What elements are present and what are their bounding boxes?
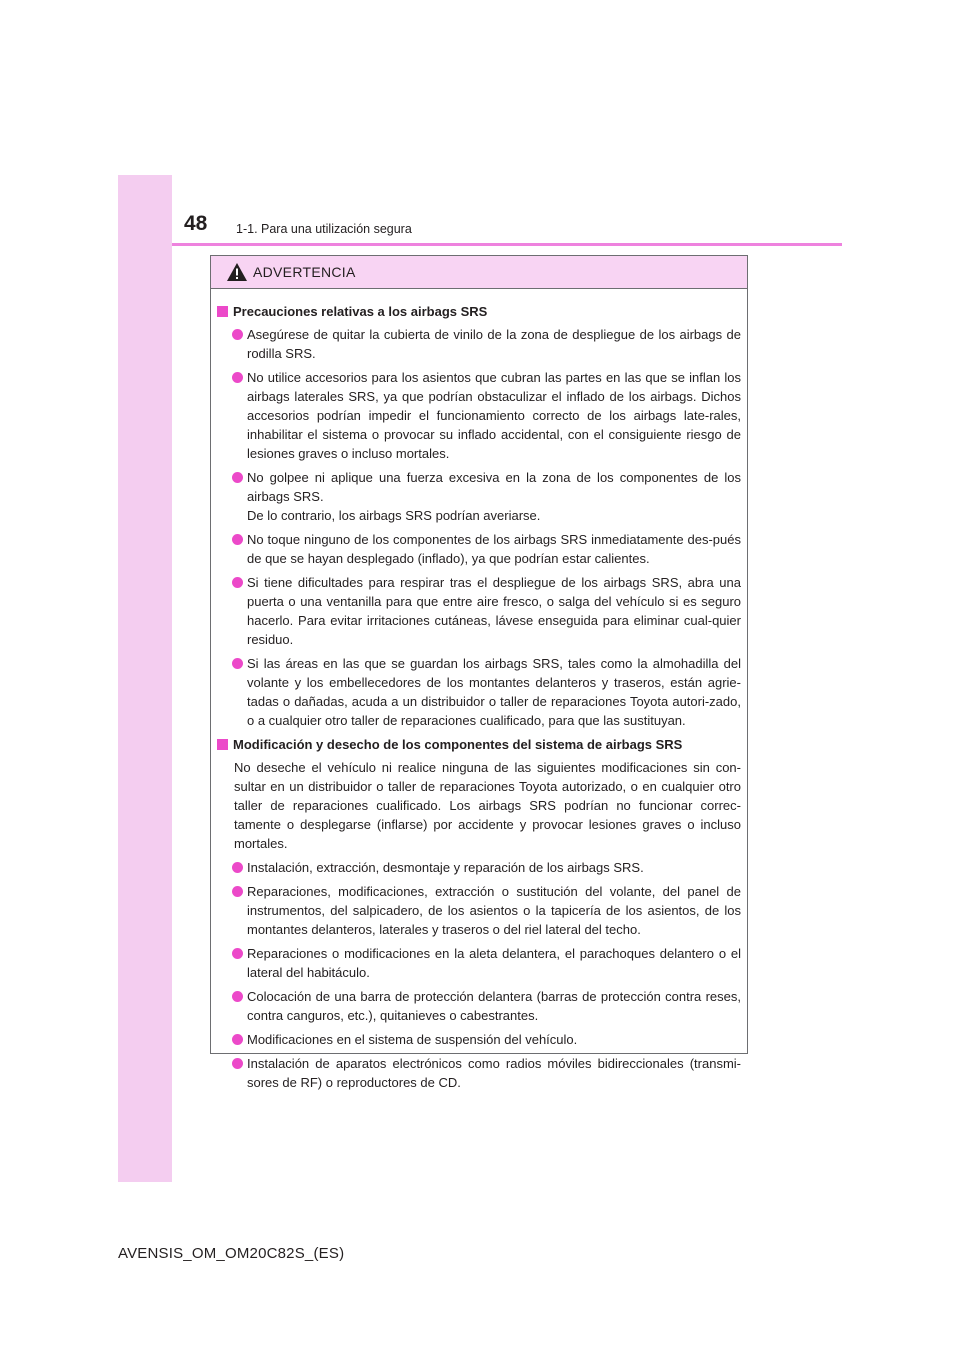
list-item-text: No toque ninguno de los componentes de los airbags SRS inmediatamente des-pués de que se hayan desplegado (inflado), ya que podrían estar calientes.: [247, 532, 741, 566]
document-code: AVENSIS_OM_OM20C82S_(ES): [118, 1245, 345, 1262]
section-heading-text: Modificación y desecho de los componentes del sistema de airbags SRS: [233, 737, 683, 752]
circle-bullet-icon: [232, 1034, 243, 1045]
list-item-text: No utilice accesorios para los asientos que cubran las partes en las que se inflan los airbags laterales SRS, ya que podrían obstaculizar el inflado de los airbags. Dichos accesorios podrían impedir el funcionamiento correcto de los airbags late-rales, inhabilitar el sistema o provocar su inflado accidental, con el consiguiente riesgo de lesiones graves o incluso mortales.: [247, 370, 741, 461]
list-item-text: Asegúrese de quitar la cubierta de vinilo de la zona de despliegue de los airbags de rodilla SRS.: [247, 327, 741, 361]
circle-bullet-icon: [232, 577, 243, 588]
list-item-text: Reparaciones, modificaciones, extracción o sustitución del volante, del panel de instrumentos, del salpicadero, de los asientos o la tapicería de los asientos, de los montantes delanteros, laterales y traseros o del riel lateral del techo.: [247, 884, 741, 937]
section-paragraph: No deseche el vehículo ni realice ninguna de las siguientes modificaciones sin con-sultar en un distribuidor o taller de reparaciones Toyota autorizado, o en cualquier otro taller de reparaciones cualificado. Los airbags SRS podrían no funcionar correc-tamente o desplegarse (inflarse) por accidente y provocar lesiones graves o incluso mortales.: [234, 760, 741, 851]
warning-header: [211, 256, 747, 289]
circle-bullet-icon: [232, 534, 243, 545]
circle-bullet-icon: [232, 886, 243, 897]
list-item: [232, 882, 741, 939]
header-rule: [172, 243, 842, 246]
warning-box: [210, 255, 748, 1090]
section-heading: [217, 302, 741, 321]
side-tab-bar: [118, 175, 172, 1182]
circle-bullet-icon: [232, 658, 243, 669]
list-item: [232, 944, 741, 982]
warning-triangle-icon: [227, 263, 247, 281]
list-item: [232, 368, 741, 463]
section-heading: [217, 735, 741, 754]
list-item-text: Si las áreas en las que se guardan los airbags SRS, tales como la almohadilla del volante y los embellecedores de los montantes delanteros y traseros, están agrie-tadas o dañadas, acuda a un distribuidor o taller de reparaciones Toyota autori-zado, o a cualquier otro taller de reparaciones cualificado, para que las sustituyan.: [247, 656, 741, 728]
square-bullet-icon: [217, 739, 228, 750]
list-item-text: Colocación de una barra de protección delantera (barras de protección contra reses, contra canguros, etc.), quitanieves o cabestrantes.: [247, 989, 741, 1023]
square-bullet-icon: [217, 306, 228, 317]
list-item-text: No golpee ni aplique una fuerza excesiva en la zona de los componentes de los airbags SRS. De lo contrario, los airbags SRS podrían averiarse.: [247, 470, 741, 523]
circle-bullet-icon: [232, 1058, 243, 1069]
list-item-text: Instalación, extracción, desmontaje y reparación de los airbags SRS.: [247, 860, 644, 875]
list-item-text: Si tiene dificultades para respirar tras el despliegue de los airbags SRS, abra una puerta o una ventanilla para que entre aire fresco, o salga del vehículo si es seguro hacerlo. Para evitar irritaciones cutáneas, lávese enseguida para eliminar cual-quier residuo.: [247, 575, 741, 647]
list-item: [232, 1054, 741, 1092]
section-title: 1-1. Para una utilización segura: [236, 222, 412, 236]
list-item: [232, 325, 741, 363]
circle-bullet-icon: [232, 948, 243, 959]
page-number: 48: [184, 212, 208, 235]
circle-bullet-icon: [232, 372, 243, 383]
circle-bullet-icon: [232, 472, 243, 483]
circle-bullet-icon: [232, 329, 243, 340]
list-item: [232, 654, 741, 730]
circle-bullet-icon: [232, 862, 243, 873]
list-item: [232, 468, 741, 525]
list-item-text: Reparaciones o modificaciones en la aleta delantera, el parachoques delantero o el lateral del habitáculo.: [247, 946, 741, 980]
list-item: [232, 573, 741, 649]
list-item-text: Instalación de aparatos electrónicos como radios móviles bidireccionales (transmi-sores de RF) o reproductores de CD.: [247, 1056, 741, 1090]
warning-body: [211, 289, 747, 1092]
list-item: [232, 987, 741, 1025]
list-item-text: Modificaciones en el sistema de suspensión del vehículo.: [247, 1032, 578, 1047]
list-item: [232, 1030, 741, 1049]
warning-title: ADVERTENCIA: [253, 264, 356, 280]
circle-bullet-icon: [232, 991, 243, 1002]
section-heading-text: Precauciones relativas a los airbags SRS: [233, 304, 488, 319]
list-item: [232, 858, 741, 877]
list-item: [232, 530, 741, 568]
